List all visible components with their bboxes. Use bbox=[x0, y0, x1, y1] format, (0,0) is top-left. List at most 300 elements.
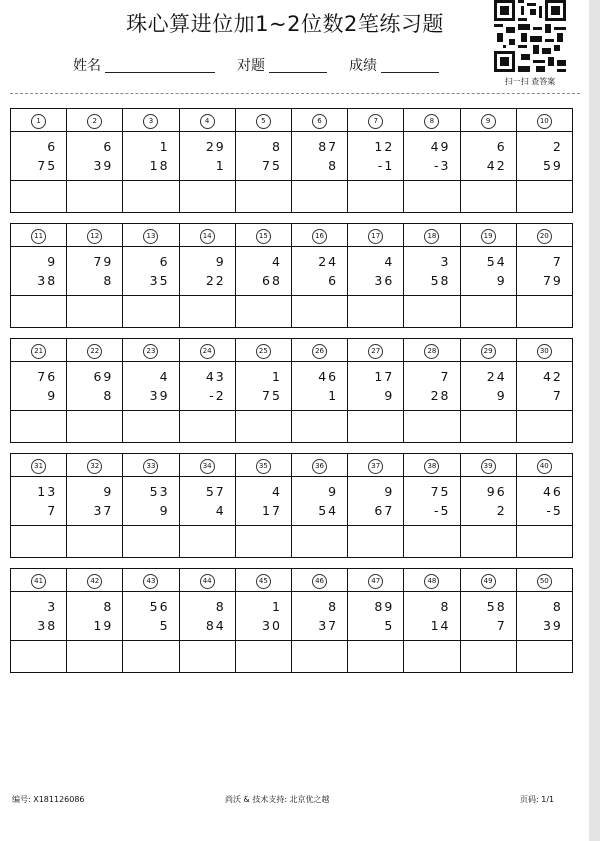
problem-operand: 9 bbox=[47, 254, 58, 269]
problem-operand: 58 bbox=[430, 273, 451, 288]
problem-operand: 7 bbox=[496, 618, 507, 633]
problem-operand: 1 bbox=[328, 388, 339, 403]
problem-operand: 4 bbox=[215, 503, 226, 518]
problem-number: 6 bbox=[312, 114, 327, 129]
problem-grid bbox=[10, 108, 573, 673]
answer-box[interactable] bbox=[404, 181, 460, 213]
answer-box[interactable] bbox=[179, 526, 235, 558]
answer-box[interactable] bbox=[291, 411, 347, 443]
problem-values bbox=[291, 477, 347, 526]
problem-number-cell bbox=[123, 339, 179, 362]
problem-values bbox=[404, 247, 460, 296]
answer-box[interactable] bbox=[123, 641, 179, 673]
answer-box[interactable] bbox=[404, 411, 460, 443]
problem-values bbox=[460, 362, 516, 411]
problem-values bbox=[235, 362, 291, 411]
answer-box[interactable] bbox=[348, 181, 404, 213]
problem-operand: 9 bbox=[384, 484, 395, 499]
problem-number-cell bbox=[291, 109, 347, 132]
problem-operand: 36 bbox=[374, 273, 395, 288]
problem-operand: 75 bbox=[430, 484, 451, 499]
problem-number-cell bbox=[348, 109, 404, 132]
problem-number-cell bbox=[67, 569, 123, 592]
problem-values bbox=[291, 247, 347, 296]
answer-box[interactable] bbox=[11, 641, 67, 673]
problem-number-cell bbox=[67, 454, 123, 477]
answer-box[interactable] bbox=[348, 296, 404, 328]
problem-number: 28 bbox=[424, 344, 439, 359]
problem-operand: 8 bbox=[328, 599, 339, 614]
problem-values bbox=[67, 247, 123, 296]
problem-number: 4 bbox=[200, 114, 215, 129]
answer-box[interactable] bbox=[179, 641, 235, 673]
problem-operand: 67 bbox=[374, 503, 395, 518]
problem-operand: 42 bbox=[542, 369, 563, 384]
problem-operand: 9 bbox=[384, 388, 395, 403]
answer-box[interactable] bbox=[460, 411, 516, 443]
problem-operand: 30 bbox=[262, 618, 282, 633]
problem-number: 1 bbox=[31, 114, 46, 129]
problem-number: 33 bbox=[143, 459, 158, 474]
problem-number-cell bbox=[179, 569, 235, 592]
problem-number-cell bbox=[348, 339, 404, 362]
problem-number: 45 bbox=[256, 574, 271, 589]
problem-number-cell bbox=[179, 454, 235, 477]
answer-box[interactable] bbox=[404, 526, 460, 558]
correct-field[interactable] bbox=[269, 72, 327, 73]
problem-number: 27 bbox=[368, 344, 383, 359]
problem-number-cell bbox=[11, 569, 67, 592]
answer-box[interactable] bbox=[67, 296, 123, 328]
answer-box[interactable] bbox=[11, 526, 67, 558]
problem-number-cell bbox=[67, 224, 123, 247]
answer-box[interactable] bbox=[348, 526, 404, 558]
answer-box[interactable] bbox=[235, 181, 291, 213]
problem-values bbox=[291, 362, 347, 411]
problem-operand: 9 bbox=[328, 484, 339, 499]
answer-box[interactable] bbox=[11, 296, 67, 328]
problem-operand: 18 bbox=[149, 158, 170, 173]
answer-box[interactable] bbox=[67, 641, 123, 673]
problem-values bbox=[460, 247, 516, 296]
problem-operand: 39 bbox=[542, 618, 563, 633]
problem-values bbox=[123, 592, 179, 641]
problem-number-cell bbox=[516, 224, 572, 247]
answer-box[interactable] bbox=[123, 181, 179, 213]
problem-number: 16 bbox=[312, 229, 327, 244]
problem-number: 21 bbox=[31, 344, 46, 359]
problem-number: 14 bbox=[200, 229, 215, 244]
problem-operand: -5 bbox=[434, 503, 451, 518]
problem-values bbox=[460, 592, 516, 641]
problem-number-cell bbox=[235, 109, 291, 132]
problem-operand: 28 bbox=[430, 388, 451, 403]
problem-operand: 9 bbox=[47, 388, 58, 403]
problem-values bbox=[235, 132, 291, 181]
problem-operand: 6 bbox=[159, 254, 170, 269]
problem-values bbox=[404, 592, 460, 641]
problem-operand: 8 bbox=[103, 273, 114, 288]
problem-operand: 58 bbox=[486, 599, 507, 614]
problem-operand: 38 bbox=[37, 273, 58, 288]
answer-box[interactable] bbox=[348, 411, 404, 443]
problem-operand: 5 bbox=[384, 618, 395, 633]
problem-values bbox=[67, 592, 123, 641]
problem-operand: 39 bbox=[149, 388, 170, 403]
problem-number: 8 bbox=[424, 114, 439, 129]
answer-box[interactable] bbox=[291, 641, 347, 673]
problem-values bbox=[11, 247, 67, 296]
problem-operand: 22 bbox=[205, 273, 226, 288]
problem-number: 9 bbox=[481, 114, 496, 129]
answer-box[interactable] bbox=[123, 526, 179, 558]
answer-box[interactable] bbox=[67, 411, 123, 443]
problem-values bbox=[235, 247, 291, 296]
problem-number: 20 bbox=[537, 229, 552, 244]
name-label: 姓名 bbox=[73, 58, 101, 74]
problem-values bbox=[516, 362, 572, 411]
score-label: 成绩 bbox=[349, 58, 377, 74]
problem-number: 34 bbox=[200, 459, 215, 474]
problem-number-cell bbox=[291, 454, 347, 477]
problem-operand: -2 bbox=[209, 388, 226, 403]
problem-number: 26 bbox=[312, 344, 327, 359]
problem-operand: 13 bbox=[37, 484, 58, 499]
problem-operand: 3 bbox=[47, 599, 58, 614]
problem-operand: 12 bbox=[374, 139, 395, 154]
problem-values bbox=[235, 477, 291, 526]
problem-operand: 68 bbox=[262, 273, 282, 288]
problem-number-cell bbox=[179, 339, 235, 362]
problem-number: 32 bbox=[87, 459, 102, 474]
problem-operand: 9 bbox=[215, 254, 226, 269]
answer-box[interactable] bbox=[516, 296, 572, 328]
answer-box[interactable] bbox=[11, 411, 67, 443]
problem-number: 22 bbox=[87, 344, 102, 359]
problem-operand: 8 bbox=[103, 599, 114, 614]
problem-values bbox=[67, 132, 123, 181]
problem-values bbox=[404, 477, 460, 526]
answer-box[interactable] bbox=[11, 181, 67, 213]
problem-number-cell bbox=[67, 339, 123, 362]
problem-operand: 6 bbox=[496, 139, 507, 154]
answer-box[interactable] bbox=[348, 641, 404, 673]
answer-box[interactable] bbox=[235, 411, 291, 443]
problem-number: 49 bbox=[481, 574, 496, 589]
problem-operand: 6 bbox=[103, 139, 114, 154]
problem-number-cell bbox=[404, 224, 460, 247]
problem-operand: 5 bbox=[159, 618, 170, 633]
problem-operand: 76 bbox=[37, 369, 58, 384]
divider bbox=[10, 93, 580, 94]
problem-values bbox=[123, 477, 179, 526]
problem-operand: -3 bbox=[434, 158, 451, 173]
problem-operand: 59 bbox=[542, 158, 563, 173]
answer-box[interactable] bbox=[123, 411, 179, 443]
problem-operand: 84 bbox=[205, 618, 226, 633]
problem-operand: 19 bbox=[93, 618, 114, 633]
problem-number: 48 bbox=[424, 574, 439, 589]
answer-box[interactable] bbox=[179, 296, 235, 328]
problem-number-cell bbox=[516, 339, 572, 362]
problem-values bbox=[516, 132, 572, 181]
problem-values bbox=[516, 247, 572, 296]
problem-operand: 75 bbox=[262, 158, 282, 173]
problem-number-cell bbox=[123, 224, 179, 247]
problem-values bbox=[348, 477, 404, 526]
problem-operand: 49 bbox=[430, 139, 451, 154]
footer-credit: 尚沃 & 技术支持: 北京优之越 bbox=[225, 795, 330, 804]
problem-number-cell bbox=[460, 109, 516, 132]
problem-number-cell bbox=[348, 569, 404, 592]
problem-number-cell bbox=[11, 224, 67, 247]
problem-number: 40 bbox=[537, 459, 552, 474]
problem-values bbox=[404, 132, 460, 181]
problem-values bbox=[11, 362, 67, 411]
problem-values bbox=[11, 132, 67, 181]
problem-operand: 79 bbox=[93, 254, 114, 269]
problem-values bbox=[179, 247, 235, 296]
problem-values bbox=[179, 132, 235, 181]
problem-number: 41 bbox=[31, 574, 46, 589]
problem-operand: -1 bbox=[377, 158, 395, 173]
problem-operand: 9 bbox=[496, 388, 507, 403]
problem-number-cell bbox=[11, 339, 67, 362]
answer-box[interactable] bbox=[291, 181, 347, 213]
problem-operand: 4 bbox=[271, 254, 282, 269]
problem-number-cell bbox=[291, 224, 347, 247]
problem-number: 50 bbox=[537, 574, 552, 589]
problem-number: 38 bbox=[424, 459, 439, 474]
answer-box[interactable] bbox=[179, 181, 235, 213]
problem-operand: 79 bbox=[542, 273, 563, 288]
problem-operand: 6 bbox=[328, 273, 339, 288]
problem-operand: 2 bbox=[552, 139, 563, 154]
problem-number-cell bbox=[235, 339, 291, 362]
answer-box[interactable] bbox=[123, 296, 179, 328]
problem-number-cell bbox=[404, 569, 460, 592]
problem-number: 12 bbox=[87, 229, 102, 244]
problem-operand: 8 bbox=[215, 599, 226, 614]
problem-operand: 75 bbox=[37, 158, 58, 173]
page-title: 珠心算进位加1~2位数2笔练习题 bbox=[126, 12, 444, 36]
problem-operand: 39 bbox=[93, 158, 114, 173]
problem-number-cell bbox=[516, 109, 572, 132]
problem-number: 31 bbox=[31, 459, 46, 474]
problem-number-cell bbox=[516, 569, 572, 592]
problem-number-cell bbox=[235, 569, 291, 592]
problem-number: 11 bbox=[31, 229, 46, 244]
problem-number-cell bbox=[404, 109, 460, 132]
problem-number-cell bbox=[516, 454, 572, 477]
problem-values bbox=[67, 477, 123, 526]
problem-values bbox=[516, 477, 572, 526]
problem-number: 29 bbox=[481, 344, 496, 359]
problem-operand: 53 bbox=[149, 484, 170, 499]
problem-values bbox=[11, 477, 67, 526]
problem-number: 23 bbox=[143, 344, 158, 359]
problem-values bbox=[348, 362, 404, 411]
answer-box[interactable] bbox=[460, 296, 516, 328]
answer-box[interactable] bbox=[235, 526, 291, 558]
problem-values bbox=[123, 247, 179, 296]
problem-number: 19 bbox=[481, 229, 496, 244]
problem-values bbox=[348, 132, 404, 181]
problem-operand: 17 bbox=[262, 503, 282, 518]
answer-box[interactable] bbox=[179, 411, 235, 443]
answer-box[interactable] bbox=[516, 526, 572, 558]
problem-number: 5 bbox=[256, 114, 271, 129]
answer-box[interactable] bbox=[460, 641, 516, 673]
student-info bbox=[0, 55, 589, 75]
problem-number: 7 bbox=[368, 114, 383, 129]
problem-operand: 2 bbox=[496, 503, 507, 518]
problem-operand: 24 bbox=[318, 254, 339, 269]
problem-number-cell bbox=[179, 109, 235, 132]
footer-code: 编号: X181126086 bbox=[12, 795, 85, 804]
answer-box[interactable] bbox=[460, 526, 516, 558]
answer-box[interactable] bbox=[235, 641, 291, 673]
problem-operand: 4 bbox=[159, 369, 170, 384]
problem-number-cell bbox=[235, 224, 291, 247]
problem-number-cell bbox=[123, 109, 179, 132]
answer-box[interactable] bbox=[516, 181, 572, 213]
problem-number: 15 bbox=[256, 229, 271, 244]
problem-number-cell bbox=[348, 454, 404, 477]
problem-operand: 96 bbox=[486, 484, 507, 499]
problem-number-cell bbox=[11, 454, 67, 477]
answer-box[interactable] bbox=[516, 641, 572, 673]
problem-operand: 43 bbox=[205, 369, 226, 384]
problem-number-cell bbox=[404, 339, 460, 362]
problem-number-cell bbox=[179, 224, 235, 247]
problem-operand: 75 bbox=[262, 388, 282, 403]
problem-number-cell bbox=[11, 109, 67, 132]
problem-number: 36 bbox=[312, 459, 327, 474]
problem-number: 2 bbox=[87, 114, 102, 129]
problem-number-cell bbox=[460, 569, 516, 592]
problem-operand: 14 bbox=[430, 618, 451, 633]
problem-operand: 1 bbox=[271, 369, 282, 384]
scrollbar[interactable] bbox=[589, 0, 600, 841]
answer-box[interactable] bbox=[291, 296, 347, 328]
problem-operand: 8 bbox=[440, 599, 451, 614]
problem-values bbox=[404, 362, 460, 411]
problem-operand: 1 bbox=[159, 139, 170, 154]
answer-box[interactable] bbox=[404, 641, 460, 673]
problem-number: 46 bbox=[312, 574, 327, 589]
problem-operand: 56 bbox=[149, 599, 170, 614]
problem-operand: 42 bbox=[486, 158, 507, 173]
problem-number-cell bbox=[348, 224, 404, 247]
problem-values bbox=[348, 247, 404, 296]
problem-operand: 3 bbox=[440, 254, 451, 269]
answer-box[interactable] bbox=[235, 296, 291, 328]
problem-values bbox=[67, 362, 123, 411]
problem-operand: 24 bbox=[486, 369, 507, 384]
problem-number: 18 bbox=[424, 229, 439, 244]
answer-box[interactable] bbox=[67, 181, 123, 213]
problem-number: 3 bbox=[143, 114, 158, 129]
answer-box[interactable] bbox=[291, 526, 347, 558]
problem-operand: 6 bbox=[47, 139, 58, 154]
problem-operand: 54 bbox=[486, 254, 507, 269]
problem-operand: 9 bbox=[103, 484, 114, 499]
problem-values bbox=[179, 362, 235, 411]
problem-number-cell bbox=[123, 569, 179, 592]
problem-number: 35 bbox=[256, 459, 271, 474]
problem-number-cell bbox=[291, 339, 347, 362]
problem-values bbox=[460, 477, 516, 526]
problem-values bbox=[291, 132, 347, 181]
problem-number: 25 bbox=[256, 344, 271, 359]
problem-operand: 9 bbox=[159, 503, 170, 518]
problem-operand: 4 bbox=[271, 484, 282, 499]
problem-number-cell bbox=[235, 454, 291, 477]
problem-operand: 8 bbox=[271, 139, 282, 154]
problem-number: 30 bbox=[537, 344, 552, 359]
problem-operand: 54 bbox=[318, 503, 339, 518]
problem-operand: 35 bbox=[149, 273, 170, 288]
problem-operand: 8 bbox=[552, 599, 563, 614]
score-field[interactable] bbox=[381, 72, 439, 73]
problem-values bbox=[179, 477, 235, 526]
problem-number-cell bbox=[460, 454, 516, 477]
problem-number-cell bbox=[123, 454, 179, 477]
problem-values bbox=[235, 592, 291, 641]
problem-operand: 7 bbox=[440, 369, 451, 384]
problem-operand: 57 bbox=[205, 484, 226, 499]
problem-values bbox=[460, 132, 516, 181]
correct-label: 对题 bbox=[237, 58, 265, 74]
problem-number: 24 bbox=[200, 344, 215, 359]
problem-number: 44 bbox=[200, 574, 215, 589]
answer-box[interactable] bbox=[404, 296, 460, 328]
problem-values bbox=[516, 592, 572, 641]
answer-box[interactable] bbox=[460, 181, 516, 213]
problem-values bbox=[123, 132, 179, 181]
problem-operand: 9 bbox=[496, 273, 507, 288]
answer-box[interactable] bbox=[67, 526, 123, 558]
problem-operand: 69 bbox=[93, 369, 114, 384]
problem-operand: 87 bbox=[318, 139, 339, 154]
name-field[interactable] bbox=[105, 72, 215, 73]
problem-number: 13 bbox=[143, 229, 158, 244]
problem-operand: 4 bbox=[384, 254, 395, 269]
problem-operand: 37 bbox=[318, 618, 339, 633]
problem-values bbox=[348, 592, 404, 641]
problem-operand: 29 bbox=[205, 139, 226, 154]
problem-number: 17 bbox=[368, 229, 383, 244]
problem-operand: 38 bbox=[37, 618, 58, 633]
problem-operand: 17 bbox=[374, 369, 395, 384]
problem-operand: 46 bbox=[318, 369, 339, 384]
problem-number: 37 bbox=[368, 459, 383, 474]
problem-number: 47 bbox=[368, 574, 383, 589]
problem-operand: 89 bbox=[374, 599, 395, 614]
answer-box[interactable] bbox=[516, 411, 572, 443]
problem-operand: 1 bbox=[271, 599, 282, 614]
footer-page: 页码: 1/1 bbox=[520, 795, 555, 804]
problem-operand: 8 bbox=[103, 388, 114, 403]
problem-operand: 1 bbox=[215, 158, 226, 173]
problem-operand: 7 bbox=[552, 254, 563, 269]
problem-number: 42 bbox=[87, 574, 102, 589]
problem-number: 10 bbox=[537, 114, 552, 129]
problem-values bbox=[11, 592, 67, 641]
problem-values bbox=[123, 362, 179, 411]
problem-operand: 7 bbox=[552, 388, 563, 403]
